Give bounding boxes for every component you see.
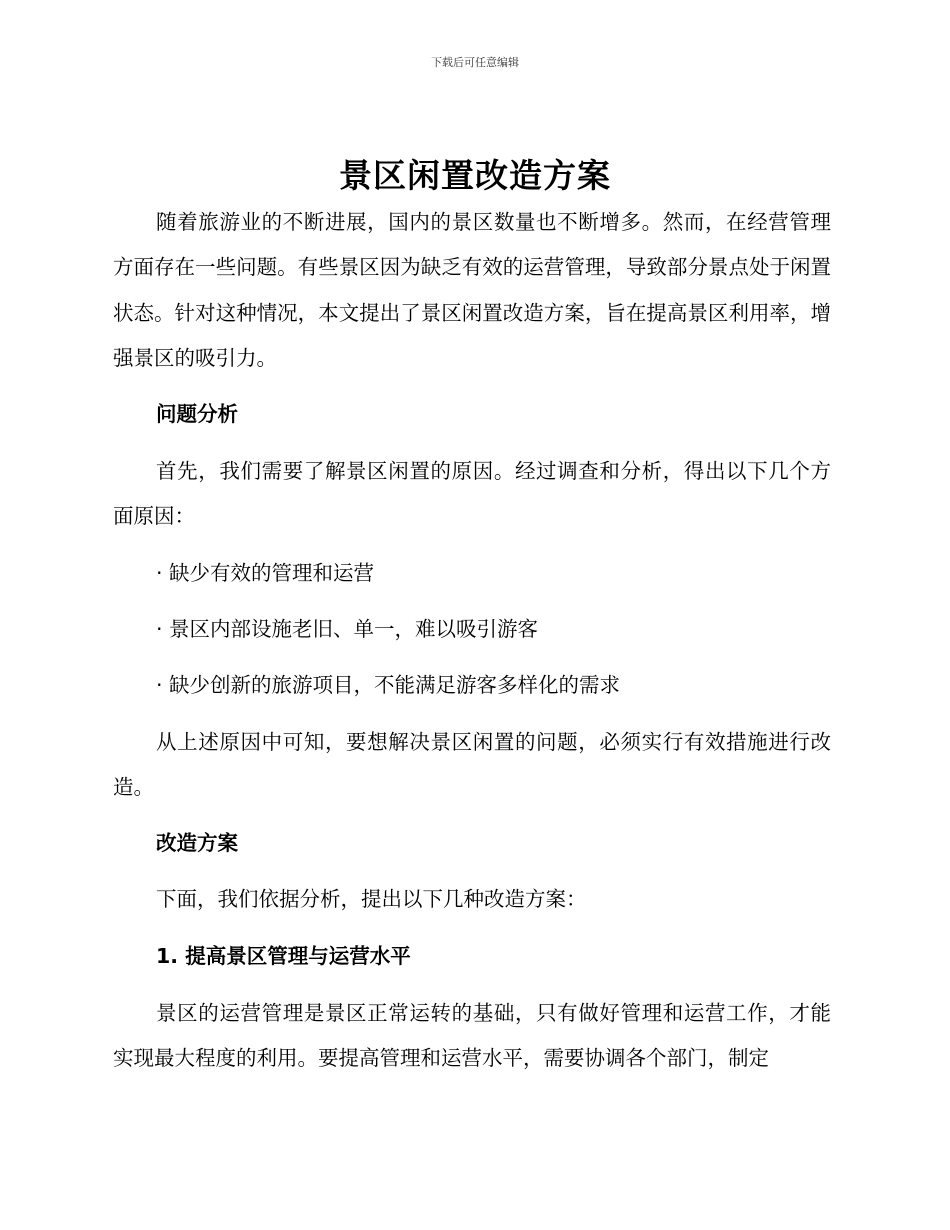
- management-paragraph: 景区的运营管理是景区正常运转的基础，只有做好管理和运营工作，才能实现最大程度的利用。要提高管理和运营水平，需要协调各个部门，制定: [113, 1000, 831, 1070]
- problem-lead-paragraph: 首先，我们需要了解景区闲置的原因。经过调查和分析，得出以下几个方面原因：: [113, 459, 831, 529]
- section-heading-renovation-plan: 改造方案: [156, 831, 238, 856]
- subsection-heading-management: 1. 提高景区管理与运营水平: [156, 943, 411, 968]
- section-heading-problem-analysis: 问题分析: [156, 402, 238, 427]
- header-note: 下载后可任意编辑: [431, 56, 519, 69]
- intro-paragraph: 随着旅游业的不断进展，国内的景区数量也不断增多。然而，在经营管理方面存在一些问题。有些景区因为缺乏有效的运营管理，导致部分景点处于闲置状态。针对这种情况，本文提出了景区闲置改造方案，旨在提高景区利用率，增强景区的吸引力。: [113, 210, 831, 370]
- list-item: · 缺少创新的旅游项目，不能满足游客多样化的需求: [156, 672, 621, 697]
- list-item: · 缺少有效的管理和运营: [156, 560, 375, 585]
- plan-lead-paragraph: 下面，我们依据分析，提出以下几种改造方案：: [156, 887, 587, 912]
- list-item: · 景区内部设施老旧、单一，难以吸引游客: [156, 616, 539, 641]
- problem-conclusion-paragraph: 从上述原因中可知，要想解决景区闲置的问题，必须实行有效措施进行改造。: [113, 729, 831, 800]
- document-title: 景区闲置改造方案: [339, 156, 611, 195]
- document-body: [113, 200, 831, 1081]
